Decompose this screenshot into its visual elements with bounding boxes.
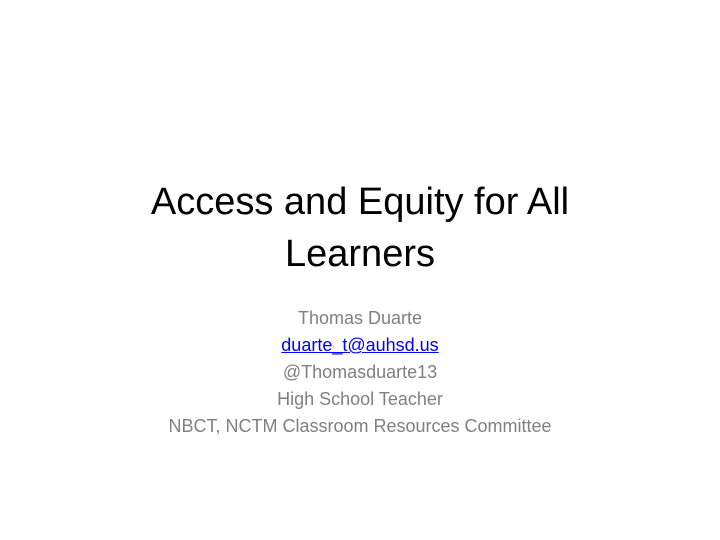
presenter-affiliations: NBCT, NCTM Classroom Resources Committee (168, 416, 552, 436)
presenter-email-link[interactable]: duarte_t@auhsd.us (281, 335, 439, 355)
slide-subtitle (60, 305, 660, 440)
presenter-handle: @Thomasduarte13 (282, 362, 438, 382)
slide-title-line-1: Access and Equity for All (150, 181, 570, 223)
slide-title (60, 176, 660, 280)
presenter-name: Thomas Duarte (297, 308, 423, 328)
presenter-role: High School Teacher (277, 389, 443, 409)
slide-title-line-2: Learners (285, 233, 435, 275)
